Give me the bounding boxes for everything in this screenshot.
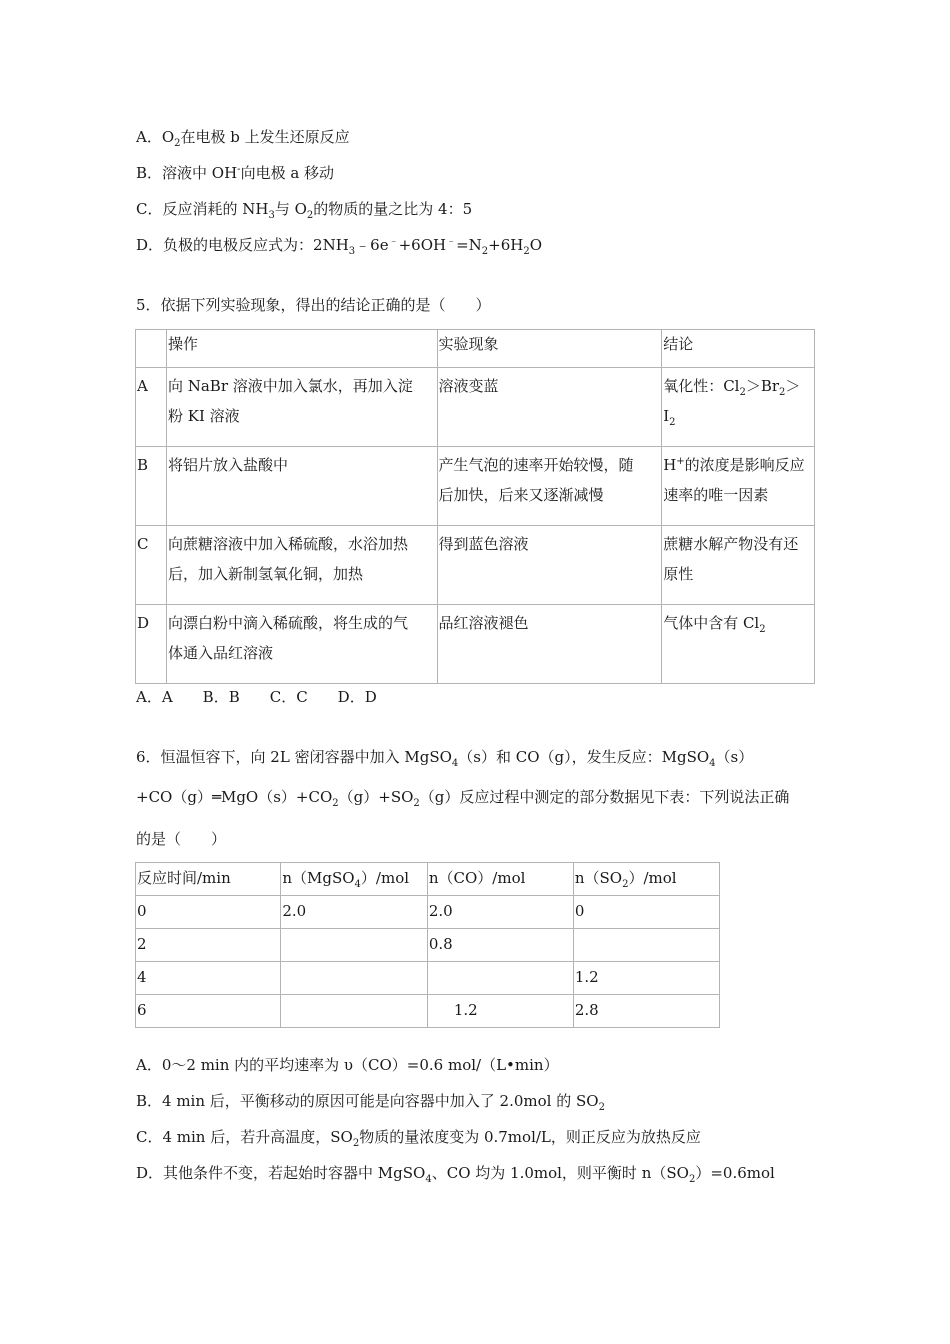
table-cell: 2.0 [281,896,428,929]
q6-stem-line-1: 6．恒温恒容下，向 2L 密闭容器中加入 MgSO$_4$（s）和 CO（g），发生反应：MgSO$_4$（s） [136,748,754,769]
phenomenon-cell: 品红溶液褪色 [437,605,662,684]
row-label: D [136,605,167,684]
table-cell: 2.8 [573,995,719,1028]
q6-option-d: D．其他条件不变，若起始时容器中 MgSO$_4$、CO 均为 1.0mol，则平衡时 $n(SO_2)=0.6mol$ [136,1164,775,1185]
table-cell [573,929,719,962]
table-row [136,447,815,526]
q6-option-c: C．4 min 后，若升高温度，$SO_2$物质的量浓度变为 0.7mol/L，则正反应为放热反应 [136,1128,701,1149]
conclusion-cell: 蔗糖水解产物没有还 原性 [662,526,815,605]
header-cell: 结论 [662,330,815,368]
table-row [136,605,815,684]
table-cell: 1.2 [427,995,573,1028]
table-cell [281,929,428,962]
q6-table [135,862,720,1028]
row-label: A [136,368,167,447]
operation-cell: 将铝片放入盐酸中 [166,447,437,526]
table-row [136,526,815,605]
table-cell: 1.2 [573,962,719,995]
table-cell [281,995,428,1028]
header-cell: 实验现象 [437,330,662,368]
table-row [136,896,720,929]
header-cell: $n(SO_2)$/mol [573,863,719,896]
row-label: C [136,526,167,605]
q4-option-c: C．反应消耗的 $NH_3$与 $O_2$的物质的量之比为 4：5 [136,200,473,221]
table-cell: 2 [136,929,281,962]
phenomenon-cell: 产生气泡的速率开始较慢，随 后加快，后来又逐渐减慢 [437,447,662,526]
header-cell: n（CO）/mol [427,863,573,896]
header-cell: 操作 [166,330,437,368]
table-cell: 2.0 [427,896,573,929]
conclusion-cell: 气体中含有 $Cl_2$ [662,605,815,684]
table-row [136,863,720,896]
q5-stem: 5．依据下列实验现象，得出的结论正确的是（ ） [136,296,491,314]
table-cell: 0.8 [427,929,573,962]
table-cell: 0 [573,896,719,929]
table-cell [427,962,573,995]
phenomenon-cell: 得到蓝色溶液 [437,526,662,605]
header-cell: 反应时间/min [136,863,281,896]
q4-option-b: B．溶液中 OH-向电极 a 移动 [136,164,335,182]
table-cell: 6 [136,995,281,1028]
operation-cell: 向蔗糖溶液中加入稀硫酸，水浴加热 后，加入新制氢氧化铜，加热 [166,526,437,605]
table-row [136,330,815,368]
q4-option-a: A．$O_2$在电极 b 上发生还原反应 [136,128,350,149]
table-row [136,962,720,995]
header-cell [136,330,167,368]
q6-option-a: A．0～2 min 内的平均速率为 υ（CO）=0.6 mol/（L•min） [136,1056,559,1074]
conclusion-cell: H+的浓度是影响反应 速率的唯一因素 [662,447,815,526]
phenomenon-cell: 溶液变蓝 [437,368,662,447]
header-cell: n（MgSO$_4$）/mol [281,863,428,896]
conclusion-cell: 氧化性：$Cl_2>Br_2>$ $I_2$ [662,368,815,447]
q6-option-b: B．4 min 后，平衡移动的原因可能是向容器中加入了 2.0mol 的 $SO_2$ [136,1092,605,1113]
table-cell: 0 [136,896,281,929]
q6-stem-line-2: $+CO(g)═MgO(s)+CO_2(g)+SO_2(g)$反应过程中测定的部分数据见下表：下列说法正确 [136,788,790,809]
q4-option-d: D．负极的电极反应式为：$2NH_3﹣6e^﹣+6OH^﹣=N_2+6H_2O$ [136,236,543,257]
table-row [136,995,720,1028]
table-row [136,368,815,447]
table-cell [281,962,428,995]
table-row [136,929,720,962]
operation-cell: 向 NaBr 溶液中加入氯水，再加入淀 粉 KI 溶液 [166,368,437,447]
table-cell: 4 [136,962,281,995]
row-label: B [136,447,167,526]
q5-options: A．A B．B C．C D．D [136,688,377,706]
operation-cell: 向漂白粉中滴入稀硫酸，将生成的气 体通入品红溶液 [166,605,437,684]
q5-table [135,329,815,684]
q6-stem-line-3: 的是（ ） [136,830,227,848]
